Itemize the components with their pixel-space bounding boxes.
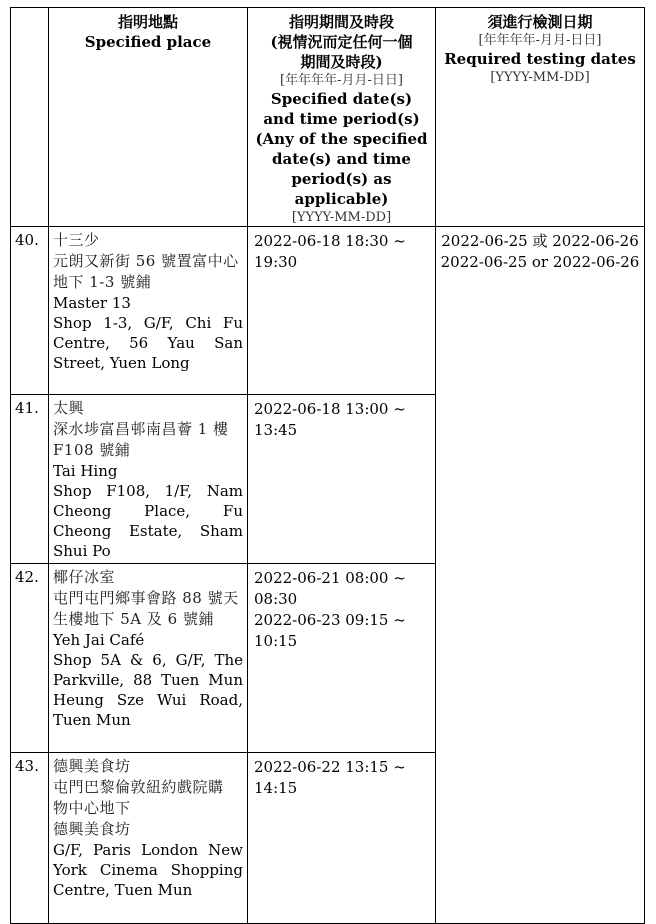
place-name-en: Tai Hing: [53, 462, 118, 480]
place-cell: [49, 227, 248, 395]
place-address-en: Shop F108, 1/F, Nam Cheong Place, Fu Cheong Estate, Sham Shui Po: [53, 482, 243, 560]
place-address-en: Shop 5A & 6, G/F, The Parkville, 88 Tuen Mun Heung Sze Wui Road, Tuen Mun: [53, 651, 243, 729]
place-address-en: Shop 1-3, G/F, Chi Fu Centre, 56 Yau San Street, Yuen Long: [53, 314, 243, 372]
testing-locations-table: [10, 7, 645, 924]
table-header-row: [11, 8, 645, 227]
place-address-zh: 屯門巴黎倫敦紐約戲院購: [53, 778, 224, 796]
testing-dates-en: 2022-06-25 or 2022-06-26: [440, 253, 640, 271]
header-time-format-en: [YYYY-MM-DD]: [291, 210, 392, 225]
place-name-zh: 太興: [53, 399, 85, 417]
time-slot: 2022-06-21 08:00 ~ 08:30: [254, 569, 406, 608]
header-place-en: Specified place: [84, 33, 212, 51]
place-address-zh: 地下 1-3 號鋪: [53, 273, 152, 291]
header-number-cell: [11, 8, 49, 227]
header-test-zh: 須進行檢測日期: [487, 13, 593, 31]
header-test-en: Required testing dates: [444, 50, 636, 68]
header-time-zh-1: 指明期間及時段: [288, 13, 394, 31]
header-time-zh-2: (視情況而定任何一個: [270, 33, 413, 51]
row-number: 43.: [11, 753, 49, 924]
header-time-en-4: date(s) and time: [272, 150, 411, 168]
time-period-cell: [248, 395, 436, 564]
place-address-en: G/F, Paris London New York Cinema Shopping Centre, Tuen Mun: [53, 841, 243, 899]
header-time-en-3: (Any of the specified: [255, 130, 428, 148]
time-slot: 2022-06-18 13:00 ~ 13:45: [254, 400, 406, 439]
place-name-en: Yeh Jai Café: [53, 631, 145, 649]
place-name-zh: 十三少: [53, 231, 100, 249]
header-time-en-2: and time period(s): [263, 110, 420, 128]
place-address-zh: 元朗又新街 56 號置富中心: [53, 252, 239, 270]
place-cell: [49, 395, 248, 564]
testing-dates-cell: [436, 227, 645, 924]
place-name-zh: 椰仔冰室: [53, 568, 116, 586]
place-address-zh: F108 號鋪: [53, 441, 131, 459]
header-test-format-en: [YYYY-MM-DD]: [490, 70, 590, 85]
time-period-cell: [248, 753, 436, 924]
header-required-testing-dates: [436, 8, 645, 227]
header-time-en-5: period(s) as applicable): [291, 170, 392, 208]
place-cell: [49, 564, 248, 753]
time-slot: 2022-06-18 18:30 ~ 19:30: [254, 232, 406, 271]
header-specified-place: [49, 8, 248, 227]
time-slot: 2022-06-23 09:15 ~ 10:15: [254, 611, 406, 650]
place-name-zh-repeat: 德興美食坊: [53, 820, 131, 838]
place-address-zh: 生樓地下 5A 及 6 號鋪: [53, 610, 214, 628]
time-slot: 2022-06-22 13:15 ~ 14:15: [254, 758, 406, 797]
place-address-zh: 物中心地下: [53, 799, 131, 817]
testing-dates-zh: 2022-06-25 或 2022-06-26: [441, 232, 639, 250]
time-period-cell: [248, 227, 436, 395]
row-number: 42.: [11, 564, 49, 753]
header-time-format-zh: [年年年年-月月-日日]: [280, 73, 403, 88]
place-name-en: Master 13: [53, 294, 131, 312]
place-address-zh: 深水埗富昌邨南昌薈 1 樓: [53, 420, 229, 438]
header-time-en-1: Specified date(s): [270, 90, 413, 108]
time-period-cell: [248, 564, 436, 753]
row-number: 41.: [11, 395, 49, 564]
header-specified-time: [248, 8, 436, 227]
place-address-zh: 屯門屯門鄉事會路 88 號天: [53, 589, 239, 607]
place-cell: [49, 753, 248, 924]
place-name-zh: 德興美食坊: [53, 757, 131, 775]
header-place-zh: 指明地點: [117, 13, 178, 31]
table-row: [11, 227, 645, 395]
row-number: 40.: [11, 227, 49, 395]
header-time-zh-3: 期間及時段): [300, 53, 383, 71]
header-test-format-zh: [年年年年-月月-日日]: [478, 33, 602, 48]
